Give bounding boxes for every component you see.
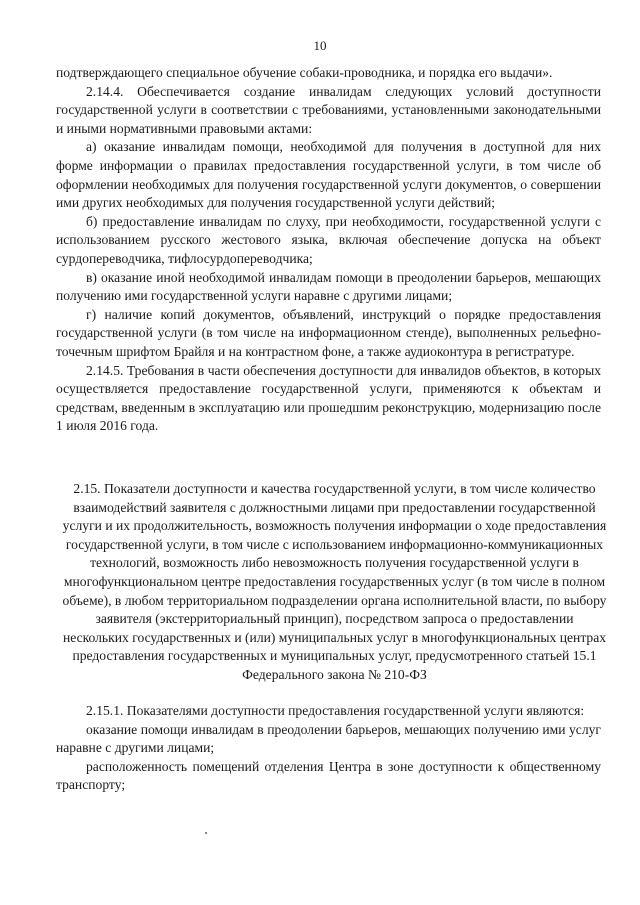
paragraph: подтверждающего специальное обучение собаки-проводника, и порядка его выдачи». (56, 65, 553, 80)
paragraph: 2.14.5. Требования в части обеспечения доступности для инвалидов объектов, в которых осуществляется предоставление государственной услуги, применяются к объектам и средствам, введенным в эксплуатацию или прошедшим реконструкцию, модернизацию после 1 июля 2016 года. (56, 362, 601, 434)
page-number: 10 (313, 38, 327, 53)
accessibility-indicators-section (56, 702, 601, 795)
paragraph: оказание помощи инвалидам в преодолении барьеров, мешающих получению ими услуг наравне с другими лицами; (56, 721, 601, 756)
section-heading-2-15 (62, 480, 607, 685)
paragraph: б) предоставление инвалидам по слуху, при необходимости, государственной услуги с использованием русского жестового языка, включая обеспечение допуска на объект сурдопереводчика, тифлосурдопереводчика; (56, 213, 601, 266)
paragraph: расположенность помещений отделения Центра в зоне доступности к общественному транспорту; (56, 758, 601, 793)
paragraph: 2.15.1. Показателями доступности предоставления государственной услуги являются: (86, 703, 585, 718)
paragraph: г) наличие копий документов, объявлений, инструкций о порядке предоставления государственной услуги (в том числе на информационном стенде), выполненных рельефно-точечным шрифтом Брайля и на контрастном фоне, а также аудиоконтура в регистратуре. (56, 306, 601, 359)
section-heading-text: 2.15. Показатели доступности и качества государственной услуги, в том числе количество взаимодействий заявителя с должностными лицами при предоставлении государственной услуги и их продолжительность, возможность получения информации о ходе предоставления государственной услуги, в том числе с использованием информационно-коммуникационных технологий, возможность либо невозможность получения государственной услуги в многофункциональном центре предоставления государственных услуг (в том числе в полном объеме), в любом территориальном подразделении органа исполнительной власти, по выбору заявителя (экстерриториальный принцип), посредством запроса о предоставлении нескольких государственных и (или) муниципальных услуг в многофункциональных центрах предоставления государственных и муниципальных услуг, предусмотренного статьей 15.1 Федерального закона № 210-ФЗ (62, 481, 607, 682)
paragraph: а) оказание инвалидам помощи, необходимой для получения в доступной для них форме информации о правилах предоставления государственной услуги, в том числе об оформлении необходимых для получения государственной услуги документов, о совершении ими других необходимых для получения государственной услуги действий; (56, 139, 601, 211)
scan-speck (205, 832, 207, 834)
paragraph: в) оказание иной необходимой инвалидам помощи в преодолении барьеров, мешающих получению ими государственной услуги наравне с другими лицами; (56, 269, 601, 304)
paragraph: 2.14.4. Обеспечивается создание инвалидам следующих условий доступности государственной услуги в соответствии с требованиями, установленными законодательными и иными нормативными правовыми актами: (56, 83, 601, 136)
accessibility-conditions-section (56, 64, 601, 436)
